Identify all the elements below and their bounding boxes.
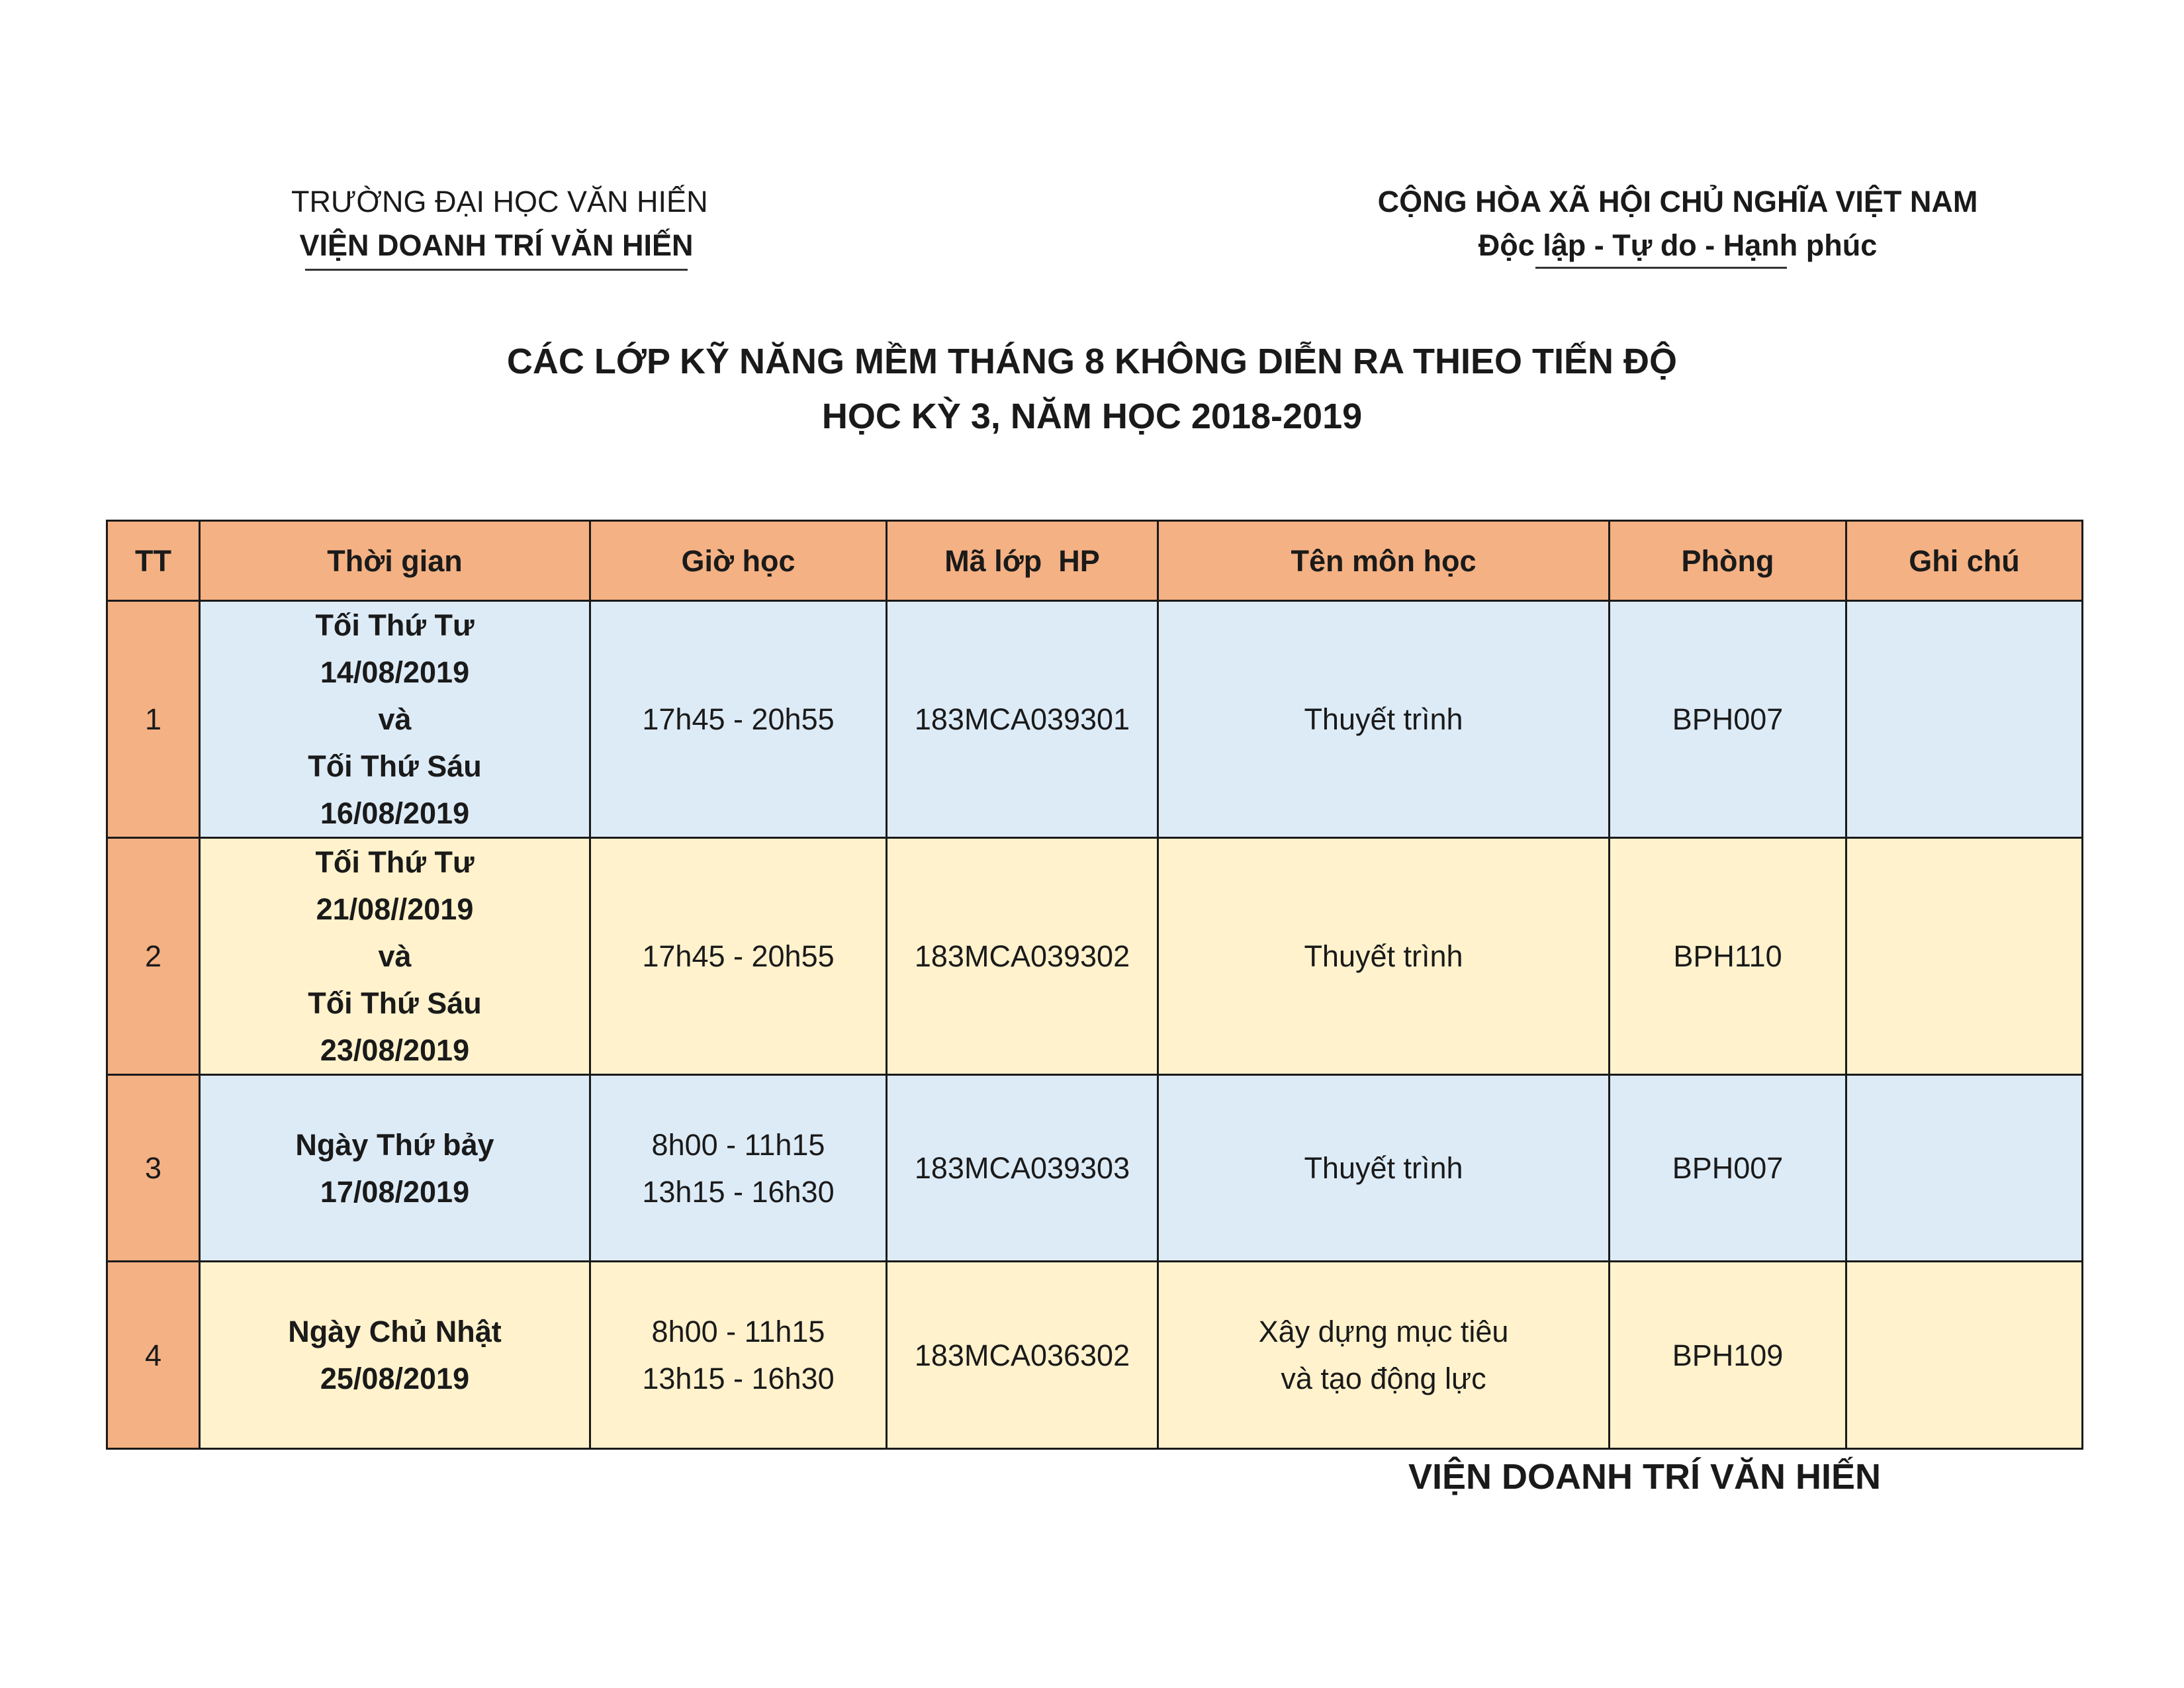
column-header-tt: TT — [107, 521, 200, 601]
room-cell: BPH110 — [1610, 838, 1846, 1075]
date-cell — [200, 601, 590, 838]
document-subtitle: HỌC KỲ 3, NĂM HỌC 2018-2019 — [821, 397, 1363, 436]
class-code-cell: 183MCA039301 — [887, 601, 1158, 838]
date-line: Ngày Chủ Nhật — [288, 1315, 502, 1348]
date-cell — [200, 1262, 590, 1449]
date-line: 25/08/2019 — [320, 1362, 470, 1395]
institute-name: VIỆN DOANH TRÍ VĂN HIẾN — [299, 228, 694, 262]
table-row — [107, 601, 2083, 838]
header-right-underline — [1535, 267, 1787, 269]
date-line: 14/08/2019 — [320, 655, 470, 689]
hours-line: 8h00 - 11h15 — [651, 1127, 825, 1162]
room-cell: BPH007 — [1610, 601, 1846, 838]
note-cell — [1846, 1262, 2083, 1449]
subject-cell — [1158, 838, 1610, 1075]
subject-line: Thuyết trình — [1304, 939, 1463, 973]
header-left-underline — [305, 269, 688, 271]
row-number: 2 — [107, 838, 200, 1075]
column-header-hours: Giờ học — [590, 521, 887, 601]
room-cell: BPH109 — [1610, 1262, 1846, 1449]
date-cell — [200, 1075, 590, 1262]
document-title: CÁC LỚP KỸ NĂNG MỀM THÁNG 8 KHÔNG DIỄN RA THIEO TIẾN ĐỘ — [506, 342, 1678, 381]
hours-line: 8h00 - 11h15 — [651, 1315, 825, 1348]
date-line: Tối Thứ Tư — [315, 845, 475, 879]
column-header-time: Thời gian — [200, 521, 590, 601]
column-header-room: Phòng — [1610, 521, 1846, 601]
header-left — [291, 180, 708, 271]
row-number: 3 — [107, 1075, 200, 1262]
date-line: 16/08/2019 — [320, 796, 470, 830]
date-line: và — [378, 939, 412, 973]
hours-line: 17h45 - 20h55 — [642, 939, 835, 973]
date-line: 17/08/2019 — [320, 1174, 470, 1209]
hours-cell — [590, 601, 887, 838]
university-name: TRƯỜNG ĐẠI HỌC VĂN HIẾN — [291, 185, 708, 218]
hours-cell — [590, 838, 887, 1075]
date-line: 23/08/2019 — [320, 1033, 470, 1067]
hours-line: 13h15 - 16h30 — [642, 1362, 835, 1395]
hours-line: 13h15 - 16h30 — [642, 1174, 835, 1209]
date-line: 21/08//2019 — [316, 892, 474, 926]
date-line: Tối Thứ Sáu — [308, 986, 482, 1020]
table-row — [107, 838, 2083, 1075]
hours-cell — [590, 1262, 887, 1449]
hours-line: 17h45 - 20h55 — [642, 702, 835, 736]
room-cell: BPH007 — [1610, 1075, 1846, 1262]
subject-line: Thuyết trình — [1304, 702, 1463, 736]
signature-org: VIỆN DOANH TRÍ VĂN HIẾN — [1408, 1457, 1882, 1497]
class-code-cell: 183MCA036302 — [887, 1262, 1158, 1449]
subject-line: và tạo động lực — [1281, 1362, 1486, 1395]
column-header-class-code: Mã lớp HP — [887, 521, 1158, 601]
schedule-table — [106, 520, 2083, 1450]
header-right — [1363, 180, 1992, 267]
date-cell — [200, 838, 590, 1075]
note-cell — [1846, 1075, 2083, 1262]
class-code-cell: 183MCA039303 — [887, 1075, 1158, 1262]
date-line: Ngày Thứ bảy — [295, 1127, 494, 1162]
row-number: 4 — [107, 1262, 200, 1449]
date-line: và — [378, 702, 412, 736]
date-line: Tối Thứ Sáu — [308, 749, 482, 783]
table-row — [107, 1075, 2083, 1262]
row-number: 1 — [107, 601, 200, 838]
table-header-row — [107, 521, 2083, 601]
column-header-subject: Tên môn học — [1158, 521, 1610, 601]
national-motto: Độc lập - Tự do - Hạnh phúc — [1478, 228, 1878, 262]
subject-cell — [1158, 601, 1610, 838]
subject-cell — [1158, 1262, 1610, 1449]
national-title: CỘNG HÒA XÃ HỘI CHỦ NGHĨA VIỆT NAM — [1377, 185, 1978, 218]
subject-line: Xây dựng mục tiêu — [1258, 1315, 1509, 1348]
subject-cell — [1158, 1075, 1610, 1262]
subject-line: Thuyết trình — [1304, 1151, 1463, 1185]
note-cell — [1846, 601, 2083, 838]
class-code-cell: 183MCA039302 — [887, 838, 1158, 1075]
note-cell — [1846, 838, 2083, 1075]
date-line: Tối Thứ Tư — [315, 608, 475, 642]
column-header-note: Ghi chú — [1846, 521, 2083, 601]
table-row — [107, 1262, 2083, 1449]
hours-cell — [590, 1075, 887, 1262]
